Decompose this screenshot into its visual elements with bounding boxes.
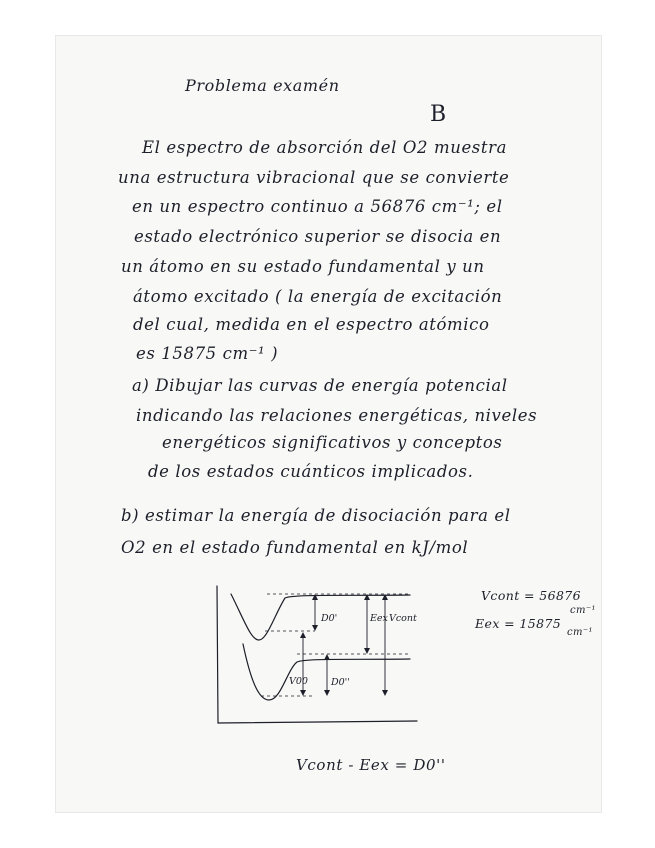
corner-mark: B xyxy=(430,102,447,127)
label-eex: Eex xyxy=(370,613,388,624)
label-d0-prime: D0' xyxy=(321,613,338,624)
text-line-11: energéticos significativos y conceptos xyxy=(162,433,503,452)
note-eex: Eex = 15875 xyxy=(475,616,562,631)
note-vcont-unit: cm⁻¹ xyxy=(570,605,596,616)
text-line-4: estado electrónico superior se disocia en xyxy=(134,227,502,246)
potential-energy-diagram xyxy=(205,582,420,731)
text-line-10: indicando las relaciones energéticas, niveles xyxy=(136,406,538,425)
text-line-13: b) estimar la energía de disociación para el xyxy=(121,506,511,525)
text-line-2: una estructura vibracional que se convierte xyxy=(118,168,510,187)
text-line-3: en un espectro continuo a 56876 cm⁻¹; el xyxy=(132,197,503,216)
text-line-12: de los estados cuánticos implicados. xyxy=(148,462,474,481)
page-title: Problema examén xyxy=(185,76,340,95)
note-eex-unit: cm⁻¹ xyxy=(567,627,593,638)
text-line-8: es 15875 cm⁻¹ ) xyxy=(136,344,279,363)
note-vcont: Vcont = 56876 xyxy=(481,588,582,603)
text-line-5: un átomo en su estado fundamental y un xyxy=(121,257,485,276)
equation: Vcont - Eex = D0'' xyxy=(296,756,446,774)
text-line-6: átomo excitado ( la energía de excitación xyxy=(133,287,503,306)
y-axis xyxy=(217,586,417,723)
label-d0-double-prime: D0'' xyxy=(331,677,350,688)
label-v00: V00 xyxy=(289,676,308,687)
label-vcont: Vcont xyxy=(389,613,417,624)
text-line-9: a) Dibujar las curvas de energía potencial xyxy=(132,376,508,395)
text-line-1: El espectro de absorción del O2 muestra xyxy=(142,138,508,157)
text-line-7: del cual, medida en el espectro atómico xyxy=(133,315,490,334)
text-line-14: O2 en el estado fundamental en kJ/mol xyxy=(121,538,469,557)
potential-energy-curves xyxy=(205,582,420,727)
